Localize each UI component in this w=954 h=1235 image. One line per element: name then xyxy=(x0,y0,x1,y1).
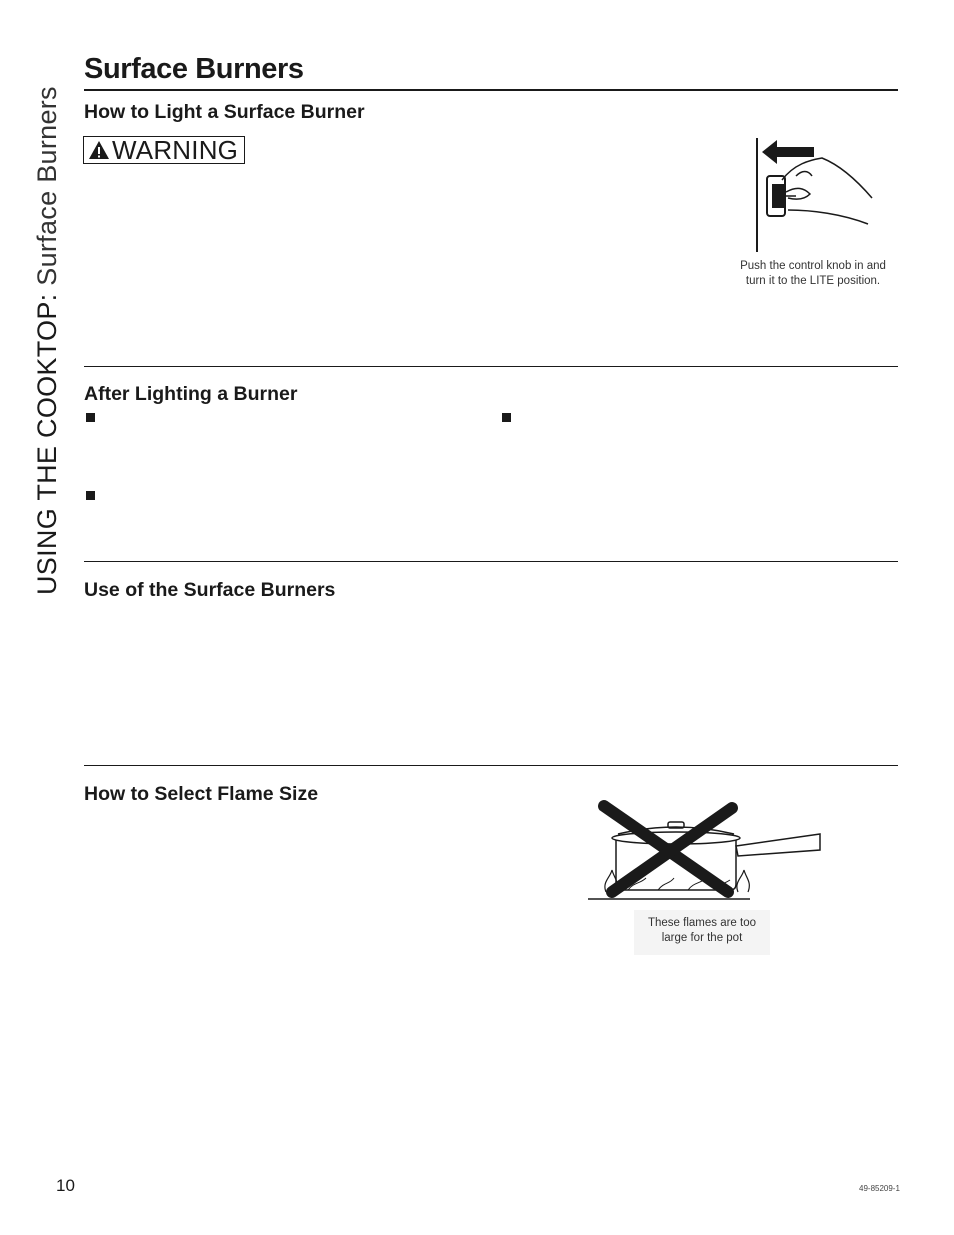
flame-caption-line1: These flames are too xyxy=(647,917,757,929)
section-rule-3 xyxy=(84,765,898,766)
flame-caption-line2: large for the pot xyxy=(661,932,743,944)
knob-caption xyxy=(733,259,893,289)
side-section-tab xyxy=(30,75,64,595)
knob-caption-line1: Push the control knob in and xyxy=(740,260,886,272)
heading-how-to-light: How to Light a Surface Burner xyxy=(84,101,365,123)
knob-caption-line2: turn it to the LITE position. xyxy=(745,275,881,287)
warning-text: WARNING xyxy=(112,135,239,165)
page-title: Surface Burners xyxy=(84,53,304,85)
side-tab-light: Surface Burners xyxy=(32,86,62,294)
pot-flame-illustration xyxy=(588,798,824,902)
heading-flame-size: How to Select Flame Size xyxy=(84,783,319,805)
heading-use-of-burners: Use of the Surface Burners xyxy=(84,579,336,601)
bullet-marker xyxy=(86,491,95,500)
bullet-marker xyxy=(502,413,511,422)
section-rule-1 xyxy=(84,366,898,367)
knob-illustration xyxy=(752,136,877,256)
heading-after-lighting: After Lighting a Burner xyxy=(84,383,298,405)
section-rule-2 xyxy=(84,561,898,562)
side-tab-bold: USING THE COOKTOP: xyxy=(32,293,62,595)
page-number: 10 xyxy=(56,1176,75,1195)
title-rule xyxy=(84,89,898,91)
flame-caption xyxy=(634,916,770,946)
warning-triangle-icon xyxy=(88,140,110,160)
document-code: 49-85209-1 xyxy=(859,1184,900,1193)
warning-label xyxy=(83,136,245,164)
bullet-marker xyxy=(86,413,95,422)
